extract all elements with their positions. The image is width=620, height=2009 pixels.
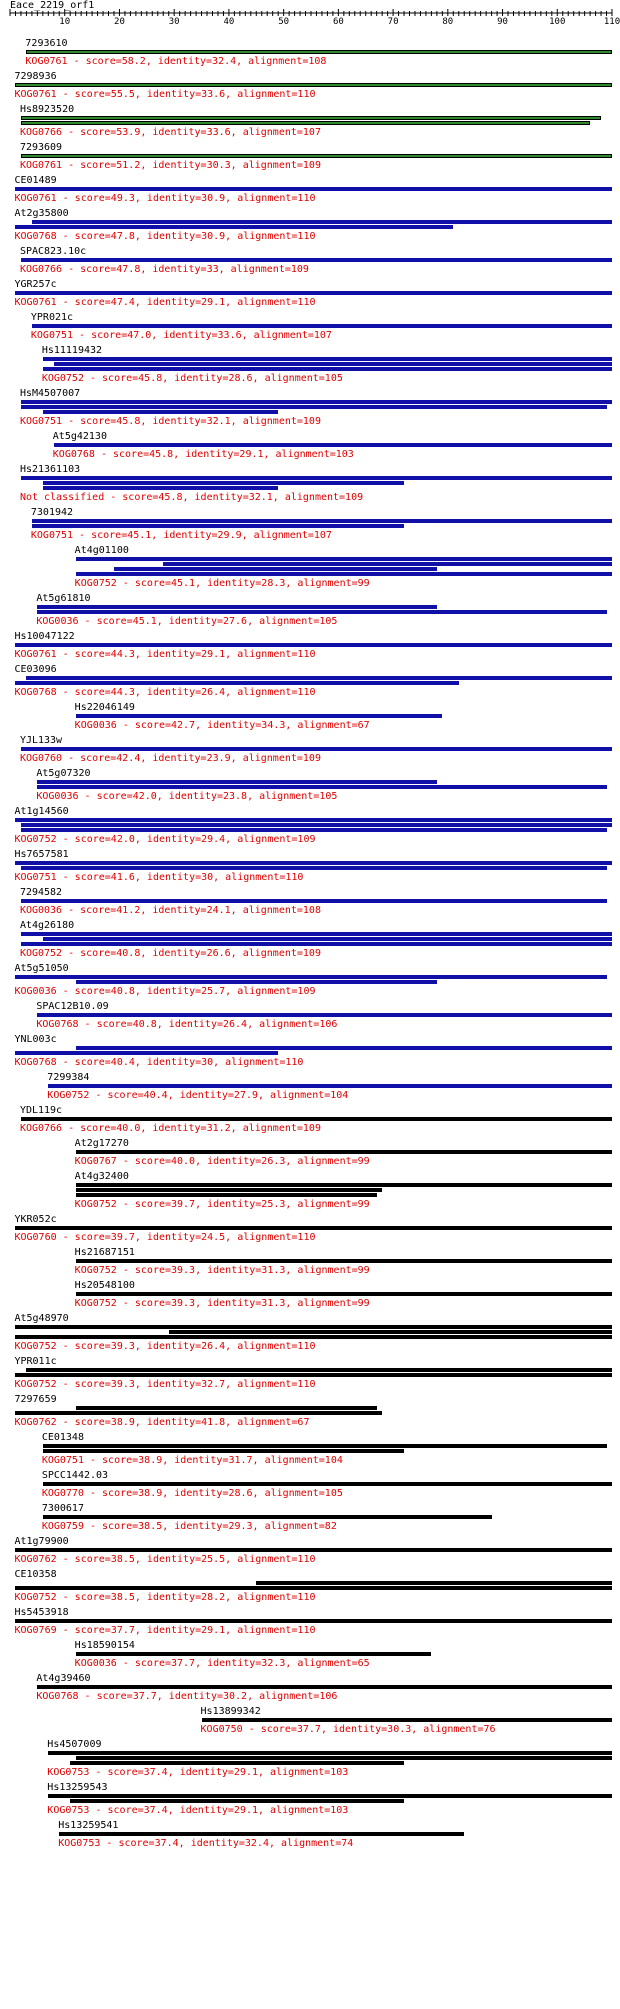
alignment-bar (15, 1548, 612, 1552)
alignment-bar (15, 818, 612, 822)
alignment-bar (54, 443, 612, 447)
alignment-bar (76, 980, 437, 984)
hit-description[interactable]: KOG0036 - score=42.0, identity=23.8, alignment=105 (36, 791, 338, 802)
alignment-bar (43, 937, 612, 941)
hit-description[interactable]: KOG0767 - score=40.0, identity=26.3, alignment=99 (74, 1156, 370, 1167)
alignment-bar (15, 1335, 612, 1339)
hit-row[interactable] (0, 142, 620, 175)
hit-description[interactable]: KOG0762 - score=38.9, identity=41.8, alignment=67 (14, 1417, 310, 1428)
hit-description[interactable]: KOG0761 - score=51.2, identity=30.3, alignment=109 (19, 160, 321, 171)
alignment-bar (76, 1183, 612, 1187)
alignment-bar (15, 1051, 278, 1055)
hit-id[interactable]: SPCC1442.03 (41, 1470, 109, 1481)
ruler-tick-label: 110 (603, 17, 620, 27)
hit-row[interactable] (0, 279, 620, 312)
alignment-bar (43, 357, 612, 361)
hit-id[interactable]: 7297659 (14, 1394, 57, 1405)
hit-id[interactable]: 7294582 (19, 887, 63, 898)
alignment-bar (202, 1718, 612, 1722)
alignment-bar (43, 1515, 492, 1519)
alignment-bar (76, 1188, 382, 1192)
hit-description[interactable]: KOG0752 - score=39.3, identity=26.4, alignment=110 (14, 1341, 316, 1352)
alignment-bar (15, 643, 612, 647)
hit-description[interactable]: KOG0752 - score=39.3, identity=32.7, alignment=110 (14, 1379, 316, 1390)
alignment-bar (32, 519, 612, 523)
alignment-bar (15, 291, 612, 295)
alignment-bar (32, 524, 404, 528)
hit-description[interactable]: KOG0761 - score=47.4, identity=29.1, alignment=110 (14, 297, 316, 308)
hit-id[interactable]: 7299384 (47, 1072, 90, 1083)
alignment-bar (114, 567, 437, 571)
alignment-bar (48, 1084, 612, 1088)
hit-row[interactable] (0, 631, 620, 664)
hit-row[interactable] (0, 246, 620, 279)
hit-id[interactable]: At5g42130 (52, 431, 107, 442)
hit-id[interactable]: At5g07320 (36, 768, 91, 779)
hit-description[interactable]: KOG0751 - score=45.8, identity=32.1, alignment=109 (19, 416, 321, 427)
hit-row[interactable] (0, 1171, 620, 1214)
alignment-bar (21, 476, 612, 480)
hit-row[interactable] (0, 1706, 620, 1739)
alignment-bar (15, 681, 458, 685)
alignment-bar (21, 866, 607, 870)
alignment-bar (37, 1013, 612, 1017)
hit-description[interactable]: KOG0752 - score=38.5, identity=28.2, alignment=110 (14, 1592, 316, 1603)
hit-id[interactable]: At2g17270 (74, 1138, 129, 1149)
alignment-bar (15, 1325, 612, 1329)
hit-row[interactable] (0, 345, 620, 388)
hit-id[interactable]: Hs21687151 (74, 1247, 135, 1258)
hit-description[interactable]: Not classified - score=45.8, identity=32.1, alignment=109 (19, 492, 364, 503)
hit-row[interactable] (0, 38, 620, 71)
hit-id[interactable]: CE01489 (14, 175, 57, 186)
hit-id[interactable]: Hs13259541 (58, 1820, 119, 1831)
hit-description[interactable]: KOG0768 - score=47.8, identity=30.9, alignment=110 (14, 231, 316, 242)
alignment-bar (15, 1226, 612, 1230)
hit-id[interactable]: 7293609 (19, 142, 63, 153)
alignment-bar (15, 1619, 612, 1623)
ruler-tick-label: 20 (114, 17, 125, 27)
hit-id[interactable]: SPAC12B10.09 (36, 1001, 109, 1012)
alignment-bar (70, 1799, 404, 1803)
ruler-tick-label: 80 (442, 17, 454, 27)
hit-row[interactable] (0, 388, 620, 431)
hit-row[interactable] (0, 1072, 620, 1105)
hit-id[interactable]: At4g01100 (74, 545, 129, 556)
hit-description[interactable]: KOG0753 - score=37.4, identity=32.4, alignment=74 (58, 1838, 354, 1849)
hit-description[interactable]: KOG0751 - score=41.6, identity=30, alignment=110 (14, 872, 304, 883)
hit-description[interactable]: KOG0750 - score=37.7, identity=30.3, alignment=76 (200, 1724, 496, 1735)
hit-id[interactable]: CE03096 (14, 664, 57, 675)
hit-description[interactable]: KOG0762 - score=38.5, identity=25.5, alignment=110 (14, 1554, 316, 1565)
alignment-bar (21, 942, 612, 946)
hit-id[interactable]: CE10358 (14, 1569, 57, 1580)
hit-id[interactable]: At4g32400 (74, 1171, 129, 1182)
hit-id[interactable]: YNL003c (14, 1034, 57, 1045)
hit-row[interactable] (0, 1820, 620, 1853)
query-name: Eace_2219_orf1 (10, 0, 95, 11)
hit-description[interactable]: KOG0768 - score=40.4, identity=30, alignment=110 (14, 1057, 304, 1068)
hit-id[interactable]: 7298936 (14, 71, 57, 82)
hit-description[interactable]: KOG0752 - score=39.3, identity=31.3, alignment=99 (74, 1298, 370, 1309)
hit-id[interactable]: At2g35800 (14, 208, 69, 219)
hit-row[interactable] (0, 1432, 620, 1470)
hit-description[interactable]: KOG0769 - score=37.7, identity=29.1, alignment=110 (14, 1625, 316, 1636)
hit-id[interactable]: YKR052c (14, 1214, 57, 1225)
hit-id[interactable]: At5g48970 (14, 1313, 69, 1324)
hit-row[interactable] (0, 507, 620, 545)
hit-description[interactable]: KOG0751 - score=45.1, identity=29.9, alignment=107 (30, 530, 332, 541)
hit-row[interactable] (0, 1782, 620, 1820)
alignment-bar (26, 50, 612, 54)
hit-id[interactable]: Hs20548100 (74, 1280, 135, 1291)
alignment-bar (43, 367, 612, 371)
hit-row[interactable] (0, 1607, 620, 1640)
hit-description[interactable]: KOG0752 - score=39.7, identity=25.3, alignment=99 (74, 1199, 370, 1210)
hit-description[interactable]: KOG0036 - score=45.1, identity=27.6, alignment=105 (36, 616, 338, 627)
alignment-bar (21, 405, 607, 409)
hit-description[interactable]: KOG0761 - score=49.3, identity=30.9, alignment=110 (14, 193, 316, 204)
hit-description[interactable]: KOG0761 - score=44.3, identity=29.1, alignment=110 (14, 649, 316, 660)
alignment-bar (15, 861, 612, 865)
hit-id[interactable]: SPAC823.10c (19, 246, 87, 257)
hit-id[interactable]: YPR011c (14, 1356, 57, 1367)
hit-id[interactable]: At4g39460 (36, 1673, 91, 1684)
alignment-bar (76, 1150, 612, 1154)
hit-row[interactable] (0, 1034, 620, 1072)
hit-description[interactable]: KOG0752 - score=40.4, identity=27.9, alignment=104 (47, 1090, 349, 1101)
ruler-axis (0, 0, 620, 30)
hit-id[interactable]: Hs4507009 (47, 1739, 102, 1750)
hit-row[interactable] (0, 1673, 620, 1706)
alignment-bar (76, 1652, 432, 1656)
alignment-bar (26, 676, 612, 680)
hit-description[interactable]: KOG0766 - score=40.0, identity=31.2, alignment=109 (19, 1123, 321, 1134)
hit-description[interactable]: KOG0753 - score=37.4, identity=29.1, alignment=103 (47, 1805, 349, 1816)
alignment-bar (43, 486, 278, 490)
hit-row[interactable] (0, 1247, 620, 1280)
alignment-bar (37, 605, 437, 609)
alignment-bar (169, 1330, 612, 1334)
hit-description[interactable]: KOG0036 - score=41.2, identity=24.1, alignment=108 (19, 905, 321, 916)
alignment-bar (15, 1373, 612, 1377)
hit-description[interactable]: KOG0761 - score=58.2, identity=32.4, alignment=108 (25, 56, 327, 67)
hit-id[interactable]: YPR021c (30, 312, 74, 323)
hit-row[interactable] (0, 1569, 620, 1607)
alignment-bar (26, 1368, 612, 1372)
hit-row[interactable] (0, 664, 620, 702)
alignment-bar (21, 899, 607, 903)
hit-row[interactable] (0, 1394, 620, 1432)
alignment-bar (59, 1832, 464, 1836)
hit-row[interactable] (0, 464, 620, 507)
hit-row[interactable] (0, 1536, 620, 1569)
hit-description[interactable]: KOG0036 - score=40.8, identity=25.7, alignment=109 (14, 986, 316, 997)
hit-row[interactable] (0, 1001, 620, 1034)
alignment-bar (76, 1292, 612, 1296)
hit-description[interactable]: KOG0751 - score=38.9, identity=31.7, alignment=104 (41, 1455, 343, 1466)
hit-description[interactable]: KOG0752 - score=39.3, identity=31.3, alignment=99 (74, 1265, 370, 1276)
alignment-bar (37, 1685, 612, 1689)
hit-description[interactable]: KOG0752 - score=40.8, identity=26.6, alignment=109 (19, 948, 321, 959)
alignment-bar (256, 1581, 612, 1585)
alignment-bar (76, 572, 612, 576)
hit-row[interactable] (0, 768, 620, 806)
hit-row[interactable] (0, 1503, 620, 1536)
ruler-tick-label: 100 (549, 17, 566, 27)
alignment-bar (21, 116, 601, 120)
ruler-tick-label: 30 (168, 17, 180, 27)
alignment-bar (21, 747, 612, 751)
hit-description[interactable]: KOG0036 - score=42.7, identity=34.3, alignment=67 (74, 720, 370, 731)
hit-row[interactable] (0, 1739, 620, 1782)
hit-row[interactable] (0, 963, 620, 1001)
alignment-bar (43, 410, 278, 414)
hit-id[interactable]: YJL133w (19, 735, 63, 746)
alignment-bar (163, 562, 612, 566)
hit-row[interactable] (0, 593, 620, 631)
hit-row[interactable] (0, 545, 620, 593)
alignment-bar (15, 1411, 382, 1415)
ruler-tick-label: 70 (387, 17, 399, 27)
hit-row[interactable] (0, 1313, 620, 1356)
hit-id[interactable]: Hs7657581 (14, 849, 69, 860)
hit-id[interactable]: Hs13899342 (200, 1706, 261, 1717)
hit-description[interactable]: KOG0768 - score=45.8, identity=29.1, alignment=103 (52, 449, 354, 460)
hit-id[interactable]: Hs22046149 (74, 702, 135, 713)
hit-description[interactable]: KOG0768 - score=37.7, identity=30.2, alignment=106 (36, 1691, 338, 1702)
alignment-bar (70, 1761, 404, 1765)
hit-description[interactable]: KOG0752 - score=45.8, identity=28.6, alignment=105 (41, 373, 343, 384)
alignment-bar (15, 1586, 612, 1590)
alignment-bar (37, 780, 437, 784)
hit-description[interactable]: KOG0768 - score=40.8, identity=26.4, alignment=106 (36, 1019, 338, 1030)
hit-id[interactable]: At5g51050 (14, 963, 69, 974)
hit-id[interactable]: Hs18590154 (74, 1640, 135, 1651)
hit-description[interactable]: KOG0752 - score=45.1, identity=28.3, alignment=99 (74, 578, 370, 589)
hit-row[interactable] (0, 1280, 620, 1313)
hit-description[interactable]: KOG0770 - score=38.9, identity=28.6, alignment=105 (41, 1488, 343, 1499)
hit-row[interactable] (0, 1138, 620, 1171)
hit-description[interactable]: KOG0751 - score=47.0, identity=33.6, alignment=107 (30, 330, 332, 341)
hit-row[interactable] (0, 887, 620, 920)
hit-row[interactable] (0, 1470, 620, 1503)
hit-description[interactable]: KOG0766 - score=47.8, identity=33, alignment=109 (19, 264, 309, 275)
alignment-bar (76, 1259, 612, 1263)
alignment-bar (54, 362, 612, 366)
alignment-bar (21, 400, 612, 404)
hit-row[interactable] (0, 208, 620, 246)
hit-row[interactable] (0, 702, 620, 735)
alignment-bar (21, 828, 607, 832)
alignment-bar (15, 83, 612, 87)
alignment-bar (15, 187, 612, 191)
alignment-bar (76, 714, 443, 718)
alignment-bar (37, 785, 606, 789)
hit-id[interactable]: Hs11119432 (41, 345, 103, 356)
hit-description[interactable]: KOG0759 - score=38.5, identity=29.3, alignment=82 (41, 1521, 337, 1532)
hit-id[interactable]: Hs10047122 (14, 631, 75, 642)
hit-id[interactable]: Hs8923520 (19, 104, 75, 115)
hit-description[interactable]: KOG0768 - score=44.3, identity=26.4, alignment=110 (14, 687, 316, 698)
alignment-bar (76, 1756, 612, 1760)
hit-row[interactable] (0, 71, 620, 104)
alignment-bar (15, 975, 606, 979)
hit-id[interactable]: 7300617 (41, 1503, 84, 1514)
hit-description[interactable]: KOG0760 - score=39.7, identity=24.5, alignment=110 (14, 1232, 316, 1243)
alignment-bar (43, 1482, 612, 1486)
hit-row[interactable] (0, 312, 620, 345)
hit-description[interactable]: KOG0760 - score=42.4, identity=23.9, alignment=109 (19, 753, 321, 764)
hit-row[interactable] (0, 1214, 620, 1247)
hit-row[interactable] (0, 1356, 620, 1394)
alignment-bar (76, 1046, 612, 1050)
hit-description[interactable]: KOG0766 - score=53.9, identity=33.6, alignment=107 (19, 127, 321, 138)
hit-id[interactable]: At4g26180 (19, 920, 75, 931)
hit-description[interactable]: KOG0036 - score=37.7, identity=32.3, alignment=65 (74, 1658, 370, 1669)
alignment-bar (21, 121, 590, 125)
ruler-tick-label: 90 (497, 17, 508, 27)
hit-row[interactable] (0, 735, 620, 768)
alignment-bar (37, 610, 606, 614)
alignment-bar (48, 1794, 612, 1798)
hit-row[interactable] (0, 849, 620, 887)
hit-id[interactable]: At1g79900 (14, 1536, 69, 1547)
ruler-tick-label: 60 (332, 17, 344, 27)
alignment-bar (21, 258, 612, 262)
alignment-bar (21, 932, 612, 936)
hit-id[interactable]: 7301942 (30, 507, 74, 518)
hit-id[interactable]: 7293610 (25, 38, 68, 49)
alignment-bar (21, 823, 612, 827)
hit-description[interactable]: KOG0752 - score=42.0, identity=29.4, alignment=109 (14, 834, 316, 845)
hit-id[interactable]: Hs21361103 (19, 464, 81, 475)
sequence-ruler (0, 0, 620, 30)
hit-id[interactable]: CE01348 (41, 1432, 84, 1443)
hit-row[interactable] (0, 175, 620, 208)
alignment-bar (43, 1444, 607, 1448)
hit-row[interactable] (0, 1105, 620, 1138)
hit-id[interactable]: Hs5453918 (14, 1607, 69, 1618)
alignment-bar (32, 324, 612, 328)
alignment-bar (21, 154, 612, 158)
alignment-bar (76, 1406, 377, 1410)
hit-row[interactable] (0, 104, 620, 142)
hit-row[interactable] (0, 431, 620, 464)
alignment-bar (43, 481, 404, 485)
hit-row[interactable] (0, 920, 620, 963)
alignment-bar (76, 1193, 377, 1197)
alignment-bar (48, 1751, 612, 1755)
alignment-bar (43, 1449, 404, 1453)
alignment-bar (15, 225, 453, 229)
hit-id[interactable]: At5g61810 (36, 593, 91, 604)
hit-row[interactable] (0, 1640, 620, 1673)
hit-id[interactable]: HsM4507007 (19, 388, 81, 399)
hit-description[interactable]: KOG0761 - score=55.5, identity=33.6, alignment=110 (14, 89, 316, 100)
hit-id[interactable]: YDL119c (19, 1105, 63, 1116)
ruler-tick-label: 10 (59, 17, 71, 27)
hit-row[interactable] (0, 806, 620, 849)
alignment-bar (21, 1117, 612, 1121)
hit-id[interactable]: At1g14560 (14, 806, 69, 817)
alignment-bar (76, 557, 612, 561)
hit-id[interactable]: YGR257c (14, 279, 57, 290)
ruler-tick-label: 40 (223, 17, 235, 27)
ruler-tick-label: 50 (278, 17, 290, 27)
hit-description[interactable]: KOG0753 - score=37.4, identity=29.1, alignment=103 (47, 1767, 349, 1778)
hit-id[interactable]: Hs13259543 (47, 1782, 108, 1793)
alignment-bar (32, 220, 612, 224)
